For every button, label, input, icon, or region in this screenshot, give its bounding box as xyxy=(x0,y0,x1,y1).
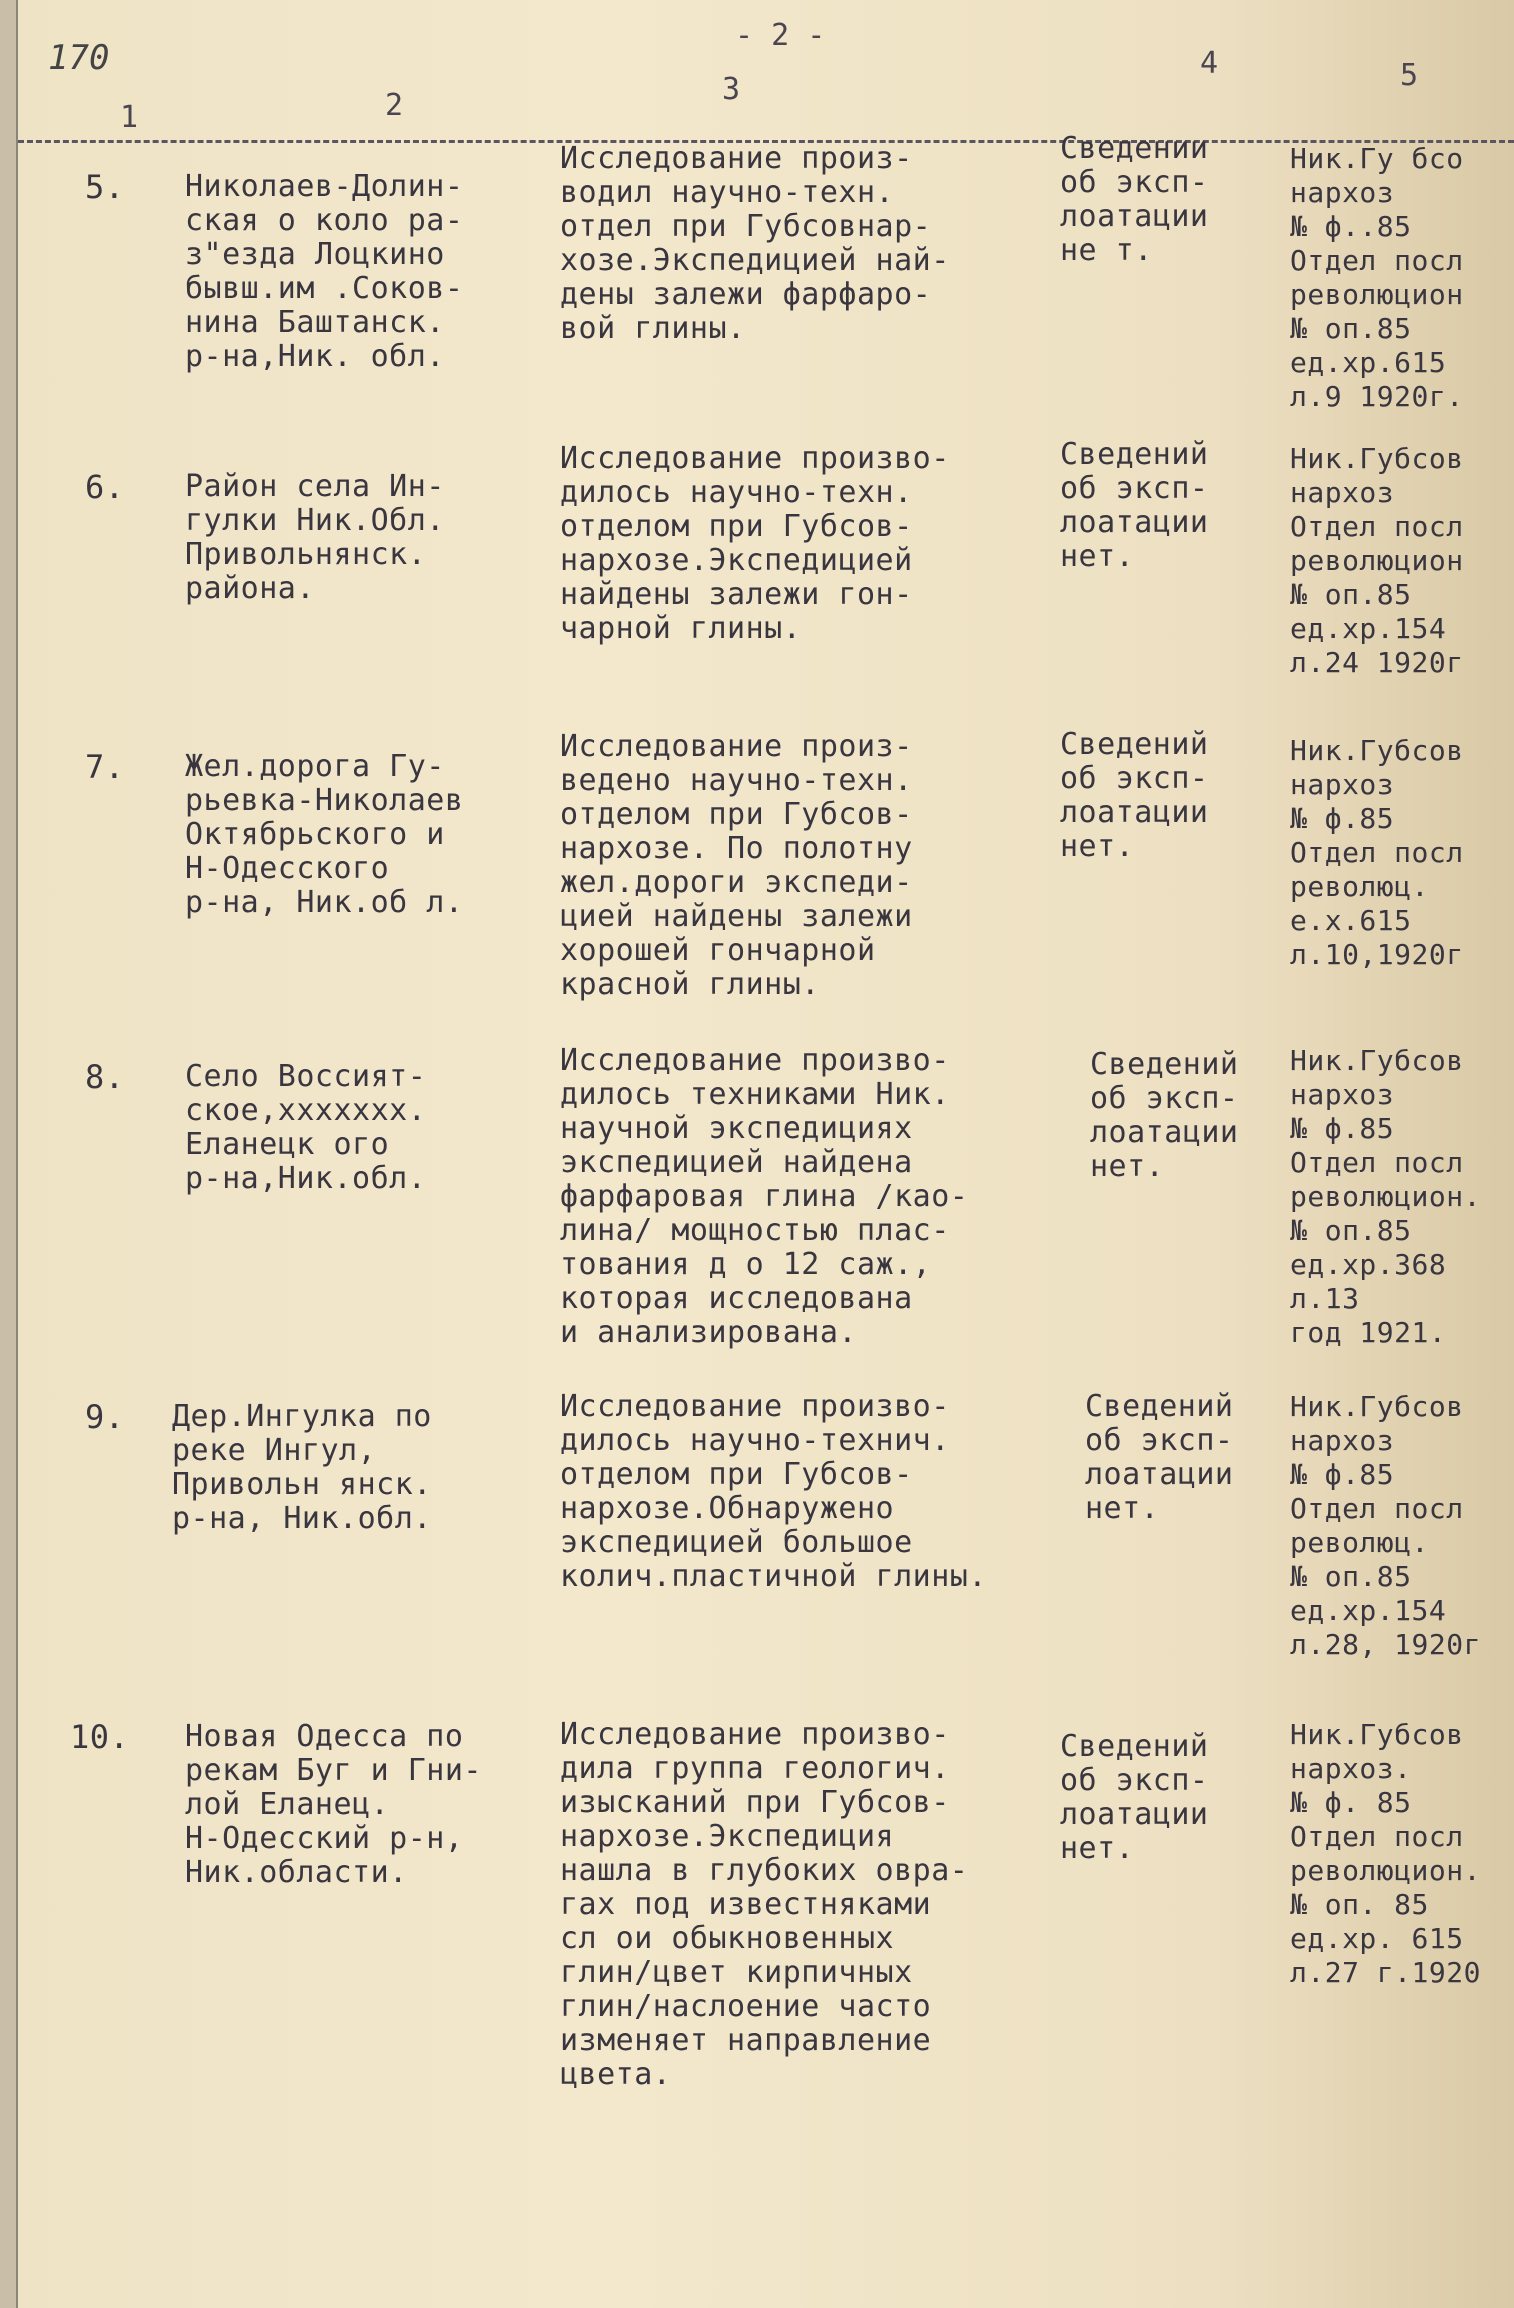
column-number-4: 4 xyxy=(1200,46,1219,81)
location-cell: Дер.Ингулка по реке Ингул, Привольн янск. р-на, Ник.обл. xyxy=(172,1399,432,1536)
page-edge-strip xyxy=(0,0,18,2308)
exploitation-cell: Сведений об эксп- лоатации нет. xyxy=(1060,727,1209,864)
location-cell: Новая Одесса по рекам Буг и Гни- лой Еланец. Н-Одесский р-н, Ник.области. xyxy=(185,1719,482,1890)
row-number: 8. xyxy=(85,1058,125,1096)
location-cell: Николаев-Долин- ская о коло ра- з"езда Лоцкино бывш.им .Соков- нина Баштанск. р-на,Ник. обл. xyxy=(185,169,464,374)
research-cell: Исследование произ- водил научно-техн. отдел при Губсовнар- хозе.Экспедицией най- дены залежи фарфаро- вой глины. xyxy=(560,141,950,346)
column-number-2: 2 xyxy=(385,88,404,123)
column-number-3: 3 xyxy=(722,72,741,107)
column-number-5: 5 xyxy=(1400,58,1419,93)
location-cell: Жел.дорога Гу- рьевка-Николаев Октябрьского и Н-Одесского р-на, Ник.об л. xyxy=(185,749,464,920)
research-cell: Исследование произво- дилось научно-технич. отделом при Губсов- нархозе.Обнаружено экспедицией большое колич.пластичной глины. xyxy=(560,1389,987,1594)
row-number: 7. xyxy=(85,748,125,786)
source-cell: Ник.Губсов нархоз № ф.85 Отдел посл революцион. № оп.85 ед.хр.368 л.13 год 1921. xyxy=(1290,1044,1481,1349)
research-cell: Исследование произво- дилось техниками Ник. научной экспедициях экспедицией найдена фарфаровая глина /као- лина/ мощностью плас- тования д о 12 саж., которая исследована и анализирована. xyxy=(560,1043,969,1350)
exploitation-cell: Сведений об эксп- лоатации нет. xyxy=(1060,1729,1209,1866)
source-cell: Ник.Губсов нархоз № ф.85 Отдел посл революц. № оп.85 ед.хр.154 л.28, 1920г xyxy=(1290,1390,1481,1661)
source-cell: Ник.Гу бсо нархоз № ф..85 Отдел посл революцион № оп.85 ед.хр.615 л.9 1920г. xyxy=(1290,142,1464,413)
row-number: 10. xyxy=(70,1718,130,1756)
exploitation-cell: Сведений об эксп- лоатации нет. xyxy=(1090,1047,1239,1184)
corner-mark: 170 xyxy=(48,38,110,78)
row-number: 9. xyxy=(85,1398,125,1436)
page-number: - 2 - xyxy=(735,18,826,53)
row-number: 6. xyxy=(85,468,125,506)
source-cell: Ник.Губсов нархоз Отдел посл революцион № оп.85 ед.хр.154 л.24 1920г xyxy=(1290,442,1464,679)
location-cell: Район села Ин- гулки Ник.Обл. Привольнянск. района. xyxy=(185,469,445,606)
column-number-1: 1 xyxy=(120,100,139,135)
source-cell: Ник.Губсов нархоз. № ф. 85 Отдел посл революцион. № оп. 85 ед.хр. 615 л.27 г.1920 xyxy=(1290,1718,1481,1989)
exploitation-cell: Сведений об эксп- лоатации нет. xyxy=(1060,437,1209,574)
source-cell: Ник.Губсов нархоз № ф.85 Отдел посл революц. е.х.615 л.10,1920г xyxy=(1290,734,1464,971)
exploitation-cell: Сведений об эксп- лоатации нет. xyxy=(1085,1389,1234,1526)
research-cell: Исследование произ- ведено научно-техн. отделом при Губсов- нархозе. По полотну жел.дороги экспеди- цией найдены залежи хорошей гончарной красной глины. xyxy=(560,729,913,1002)
location-cell: Село Воссият- ское,xxxxxxx. Еланецк ого р-на,Ник.обл. xyxy=(185,1059,427,1196)
research-cell: Исследование произво- дилось научно-техн. отделом при Губсов- нархозе.Экспедицией найдены залежи гон- чарной глины. xyxy=(560,441,950,646)
research-cell: Исследование произво- дила группа геологич. изысканий при Губсов- нархозе.Экспедиция нашла в глубоких овра- гах под известняками сл ои обыкновенных глин/цвет кирпичных глин/наслоение часто изменяет направление цвета. xyxy=(560,1717,969,2092)
exploitation-cell: Сведении об эксп- лоатации не т. xyxy=(1060,131,1209,268)
row-number: 5. xyxy=(85,168,125,206)
